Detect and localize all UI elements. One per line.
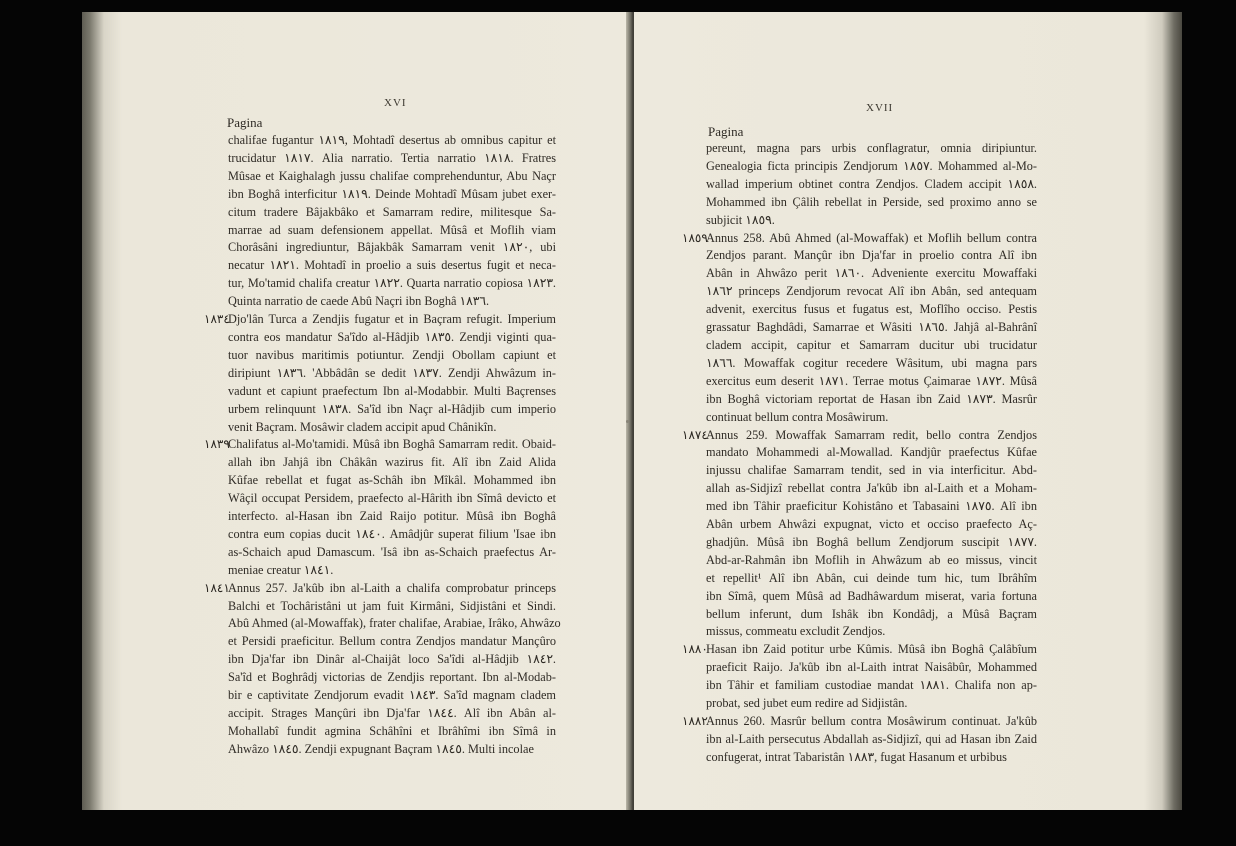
paragraph (682, 713, 1037, 767)
text-line: exercitus eum deserit ١٨٧١. Terrae motus Çaimarae ١٨٧٢. Mûsâ (706, 373, 1037, 388)
text-line: Mûsae et Kaighalagh jussu chalifae comprehenduntur, Abu Naçr (228, 168, 556, 183)
text-line: necatur ١٨٢١. Mohtadî in proelio a suis desertus fugit et neca- (228, 258, 556, 273)
left-running-head: XVI (384, 97, 407, 109)
text-line: injussu chalifae Samarram tendit, sed in via interficitur. Abd- (706, 463, 1037, 478)
text-line: advenit, exercitus fusus et fugatus est, Moflîho occiso. Pestis (706, 302, 1037, 317)
text-line: ibn al-Laith persecutus Abdallah as-Sidjizî, qui ad Hasan ibn Zaid (706, 731, 1037, 746)
text-line: Abd-ar-Rahmân ibn Moflih in Ahwâzum ab eo missus, vincit (706, 552, 1037, 567)
right-running-head: XVII (866, 102, 894, 114)
text-line: diripiunt ١٨٣٦. 'Abbâdân se dedit ١٨٣٧. Zendji Ahwâzum in- (228, 365, 557, 380)
text-line: confugerat, intrat Tabaristân ١٨٨٣, fugat Hasanum et urbibus (706, 749, 1007, 764)
text-line: vadunt et capiunt praefectum Ibn al-Modabbir. Multi Baçrenses (228, 383, 556, 398)
text-line: praeficit Raijo. Ja'kûb ibn al-Laith intrat Naisâbûr, Mohammed (706, 660, 1037, 675)
text-line: Annus 258. Abû Ahmed (al-Mowaffak) et Moflih bellum contra (706, 230, 1037, 245)
text-line: Zendjos parant. Mançûr ibn Dja'far in proelio contra Alî ibn (706, 248, 1037, 263)
margin-page-number: ١٨٨٢ (682, 714, 708, 728)
text-line: probat, sed jubet eum redire ad Sidjistân. (706, 696, 908, 711)
paragraph (682, 641, 1038, 713)
text-line: ١٨٦٦. Mowaffak cogitur recedere Wâsitum, ubi magna pars (706, 355, 1037, 370)
text-line: ghadjûn. Mûsâ ibn Boghâ bellum Zendjorum suscipit ١٨٧٧. (706, 534, 1037, 549)
text-line: Genealogia ficta principis Zendjorum ١٨٥٧. Mohammed al-Mo- (706, 158, 1037, 173)
text-line: et Persidi praeficitur. Bellum contra Zendjos mandatur Mançûro (228, 634, 556, 649)
text-line: tur, Mo'tamid chalifa creatur ١٨٢٢. Quarta narratio copiosa ١٨٢٣. (228, 276, 556, 291)
margin-page-number: ١٨٣٩ (204, 437, 230, 452)
right-text-block (682, 140, 1038, 767)
text-line: ibn Tâhir et familiam custodiae mandat ١٨٨١. Chalifa non ap- (706, 678, 1038, 693)
text-line: accipit. Strages Mançûri ibn Dja'far ١٨٤٤. Alî ibn Abân al- (228, 706, 556, 720)
text-line: Mohallabî fundit agmina Schâhîni et Ibrâhîmi ibn Sîmâ in (228, 723, 556, 738)
text-line: Wâçil occupat Persidem, praefecto al-Hârith ibn Sîmâ devicto et (228, 491, 556, 506)
text-line: contra eos mandatur Sa'îdo al-Hâdjib ١٨٣٥. Zendji viginti qua- (228, 329, 556, 344)
text-line: grassatur Baghdâdi, Samarrae et Wâsiti ١٨٦٥. Jahjâ al-Bahrânî (706, 320, 1038, 335)
left-pagina-label: Pagina (227, 115, 263, 130)
margin-page-number: ١٨٧٤ (682, 427, 708, 442)
text-line: Abân urbem Ahwâzi expugnat, victo et occiso praefecto Aç- (706, 517, 1037, 532)
text-line: ibn Dja'far ibn Dinâr al-Chaijât loco Sa'îdi al-Hâdjib ١٨٤٢. (228, 652, 556, 667)
text-line: urbem relinquunt ١٨٣٨. Sa'îd ibn Naçr al-Hâdjib cum imperio (228, 401, 557, 416)
text-line: med ibn Tâhir praeficitur Kohistâno et Tabasaini ١٨٧٥. Alî ibn (706, 499, 1037, 514)
right-page (634, 12, 1182, 810)
text-line: Chorâsâni ingrediuntur, Bâjakbâk Samarram venit ١٨٢٠, ubi (228, 240, 556, 255)
paragraph (682, 230, 1038, 427)
text-line: missus, commeatu excludit Zendjos. (706, 624, 886, 639)
text-line: Hasan ibn Zaid potitur urbe Kûmis. Mûsâ ibn Boghâ Çalâbîum (706, 642, 1037, 657)
text-line: ibn Boghâ interficitur ١٨١٩. Deinde Mohtadî Mûsam jubet exer- (228, 186, 556, 201)
margin-page-number: ١٨٥٩ (682, 230, 708, 245)
text-line: allah as-Sidjizî rebellat contra Ja'kûb ibn al-Laith et a Moham- (706, 481, 1037, 496)
paragraph (204, 580, 561, 759)
text-line: Quinta narratio de caede Abû Naçri ibn Boghâ ١٨٣٦. (228, 294, 490, 309)
text-line: Balchi et Tochâristâni ut jam fuit Kirmâni, Sidjistâni et Sindi. (228, 598, 556, 613)
text-line: as-Schaich apud Damascum. 'Isâ ibn as-Schaich praefectus Ar- (228, 544, 556, 559)
left-text-block (204, 132, 561, 759)
text-line: Abân in Ahwâzo perit ١٨٦٠. Adveniente exercitu Mowaffaki (706, 266, 1037, 281)
text-line: continuat bellum contra Mosâwirum. (706, 409, 889, 424)
text-line: tuor navibus maritimis potiuntur. Zendji Obollam capiunt et (228, 347, 556, 362)
text-line: Annus 260. Masrûr bellum contra Mosâwirum continuat. Ja'kûb (706, 714, 1037, 728)
text-line: meniae creatur ١٨٤١. (228, 562, 334, 577)
text-line: cladem accipit, capitur et Samarram ducitur ubi trucidatur (706, 337, 1037, 352)
scan-speck (626, 420, 629, 423)
text-line: chalifae fugantur ١٨١٩, Mohtadî desertus ab omnibus capitur et (228, 133, 556, 147)
text-line: bir e captivitate Zendjorum evadit ١٨٤٣. Sa'îd magnam cladem (228, 688, 556, 703)
text-line: Chalifatus al-Mo'tamidi. Mûsâ ibn Boghâ Samarram redit. Obaid- (228, 437, 556, 452)
paragraph (204, 436, 556, 579)
paragraph (706, 140, 1037, 230)
margin-page-number: ١٨٨٠ (682, 642, 708, 657)
paragraph (228, 132, 556, 311)
left-page (82, 12, 630, 810)
text-line: Sa'îd et Boghrâdj victorias de Zendjis reportant. Ibn al-Modab- (228, 670, 556, 685)
text-line: Abû Ahmed (al-Mowaffak), frater chalifae, Arabiae, Irâko, Ahwâzo (228, 616, 561, 631)
text-line: trucidatur ١٨١٧. Alia narratio. Tertia narratio ١٨١٨. Fratres (228, 150, 557, 165)
text-line: Ahwâzo ١٨٤٥. Zendji expugnant Baçram ١٨٤٥. Multi incolae (228, 741, 534, 756)
text-line: subjicit ١٨٥٩. (706, 212, 775, 227)
paragraph (682, 427, 1037, 642)
text-line: interfecto. al-Hasan ibn Zaid Raijo potitur. Mûsâ ibn Boghâ (228, 509, 556, 524)
text-line: venit Baçram. Mosâwir cladem accipit apud Chânikîn. (228, 419, 497, 434)
text-line: pereunt, magna pars urbis conflagratur, omnia diripiuntur. (706, 141, 1037, 155)
text-line: mandato Mohammedi al-Mowallad. Kandjûr praefectus Kûfae (706, 445, 1037, 460)
right-pagina-label: Pagina (708, 124, 744, 139)
text-line: Annus 257. Ja'kûb ibn al-Laith a chalifa comprobatur princeps (228, 580, 556, 595)
margin-page-number: ١٨٣٤ (204, 312, 230, 327)
text-line: ١٨٦٢ princeps Zendjorum revocat Alî ibn Abân, sed antequam (706, 284, 1037, 299)
text-line: allah ibn Jahjâ ibn Châkân wazirus fit. Alî ibn Zaid Alida (228, 455, 556, 470)
text-line: ibn Sîmâ, quem Mûsâ ad Badhâwardum miserat, varia fortuna (706, 588, 1037, 603)
margin-page-number: ١٨٤١ (204, 580, 230, 595)
text-line: citum tradere Bâjakbâko et Samarram redire, militesque Sa- (228, 204, 556, 219)
text-line: Djo'lân Turca a Zendjis fugatur et in Baçram refugit. Imperium (228, 312, 556, 327)
paragraph (204, 311, 557, 436)
text-line: Kûfae rebellat et fugat as-Schâh ibn Mîkâl. Mohammed ibn (228, 473, 556, 488)
text-line: bellum inferunt, dum Ishâk ibn Kondâdj, a Mûsâ Baçram (706, 606, 1037, 621)
text-line: ibn Boghâ victoriam reportat de Hasan ibn Zaid ١٨٧٣. Masrûr (706, 391, 1038, 406)
text-line: Annus 259. Mowaffak Samarram redit, bello contra Zendjos (706, 427, 1037, 442)
text-line: wallad imperium obtinet contra Zendjos. Cladem accipit ١٨٥٨. (706, 176, 1037, 191)
text-line: Mohammed ibn Çâlih rebellat in Perside, sed proximo anno se (706, 194, 1037, 209)
text-line: et repellit¹ Alî ibn Abân, cui deinde tum hic, tum Ibrâhîm (706, 570, 1037, 585)
text-line: contra eum copias ducit ١٨٤٠. Amâdjûr superat filium 'Isae ibn (228, 526, 556, 541)
text-line: marrae ad suam defensionem appellat. Mûsâ et Moflih viam (228, 222, 556, 237)
